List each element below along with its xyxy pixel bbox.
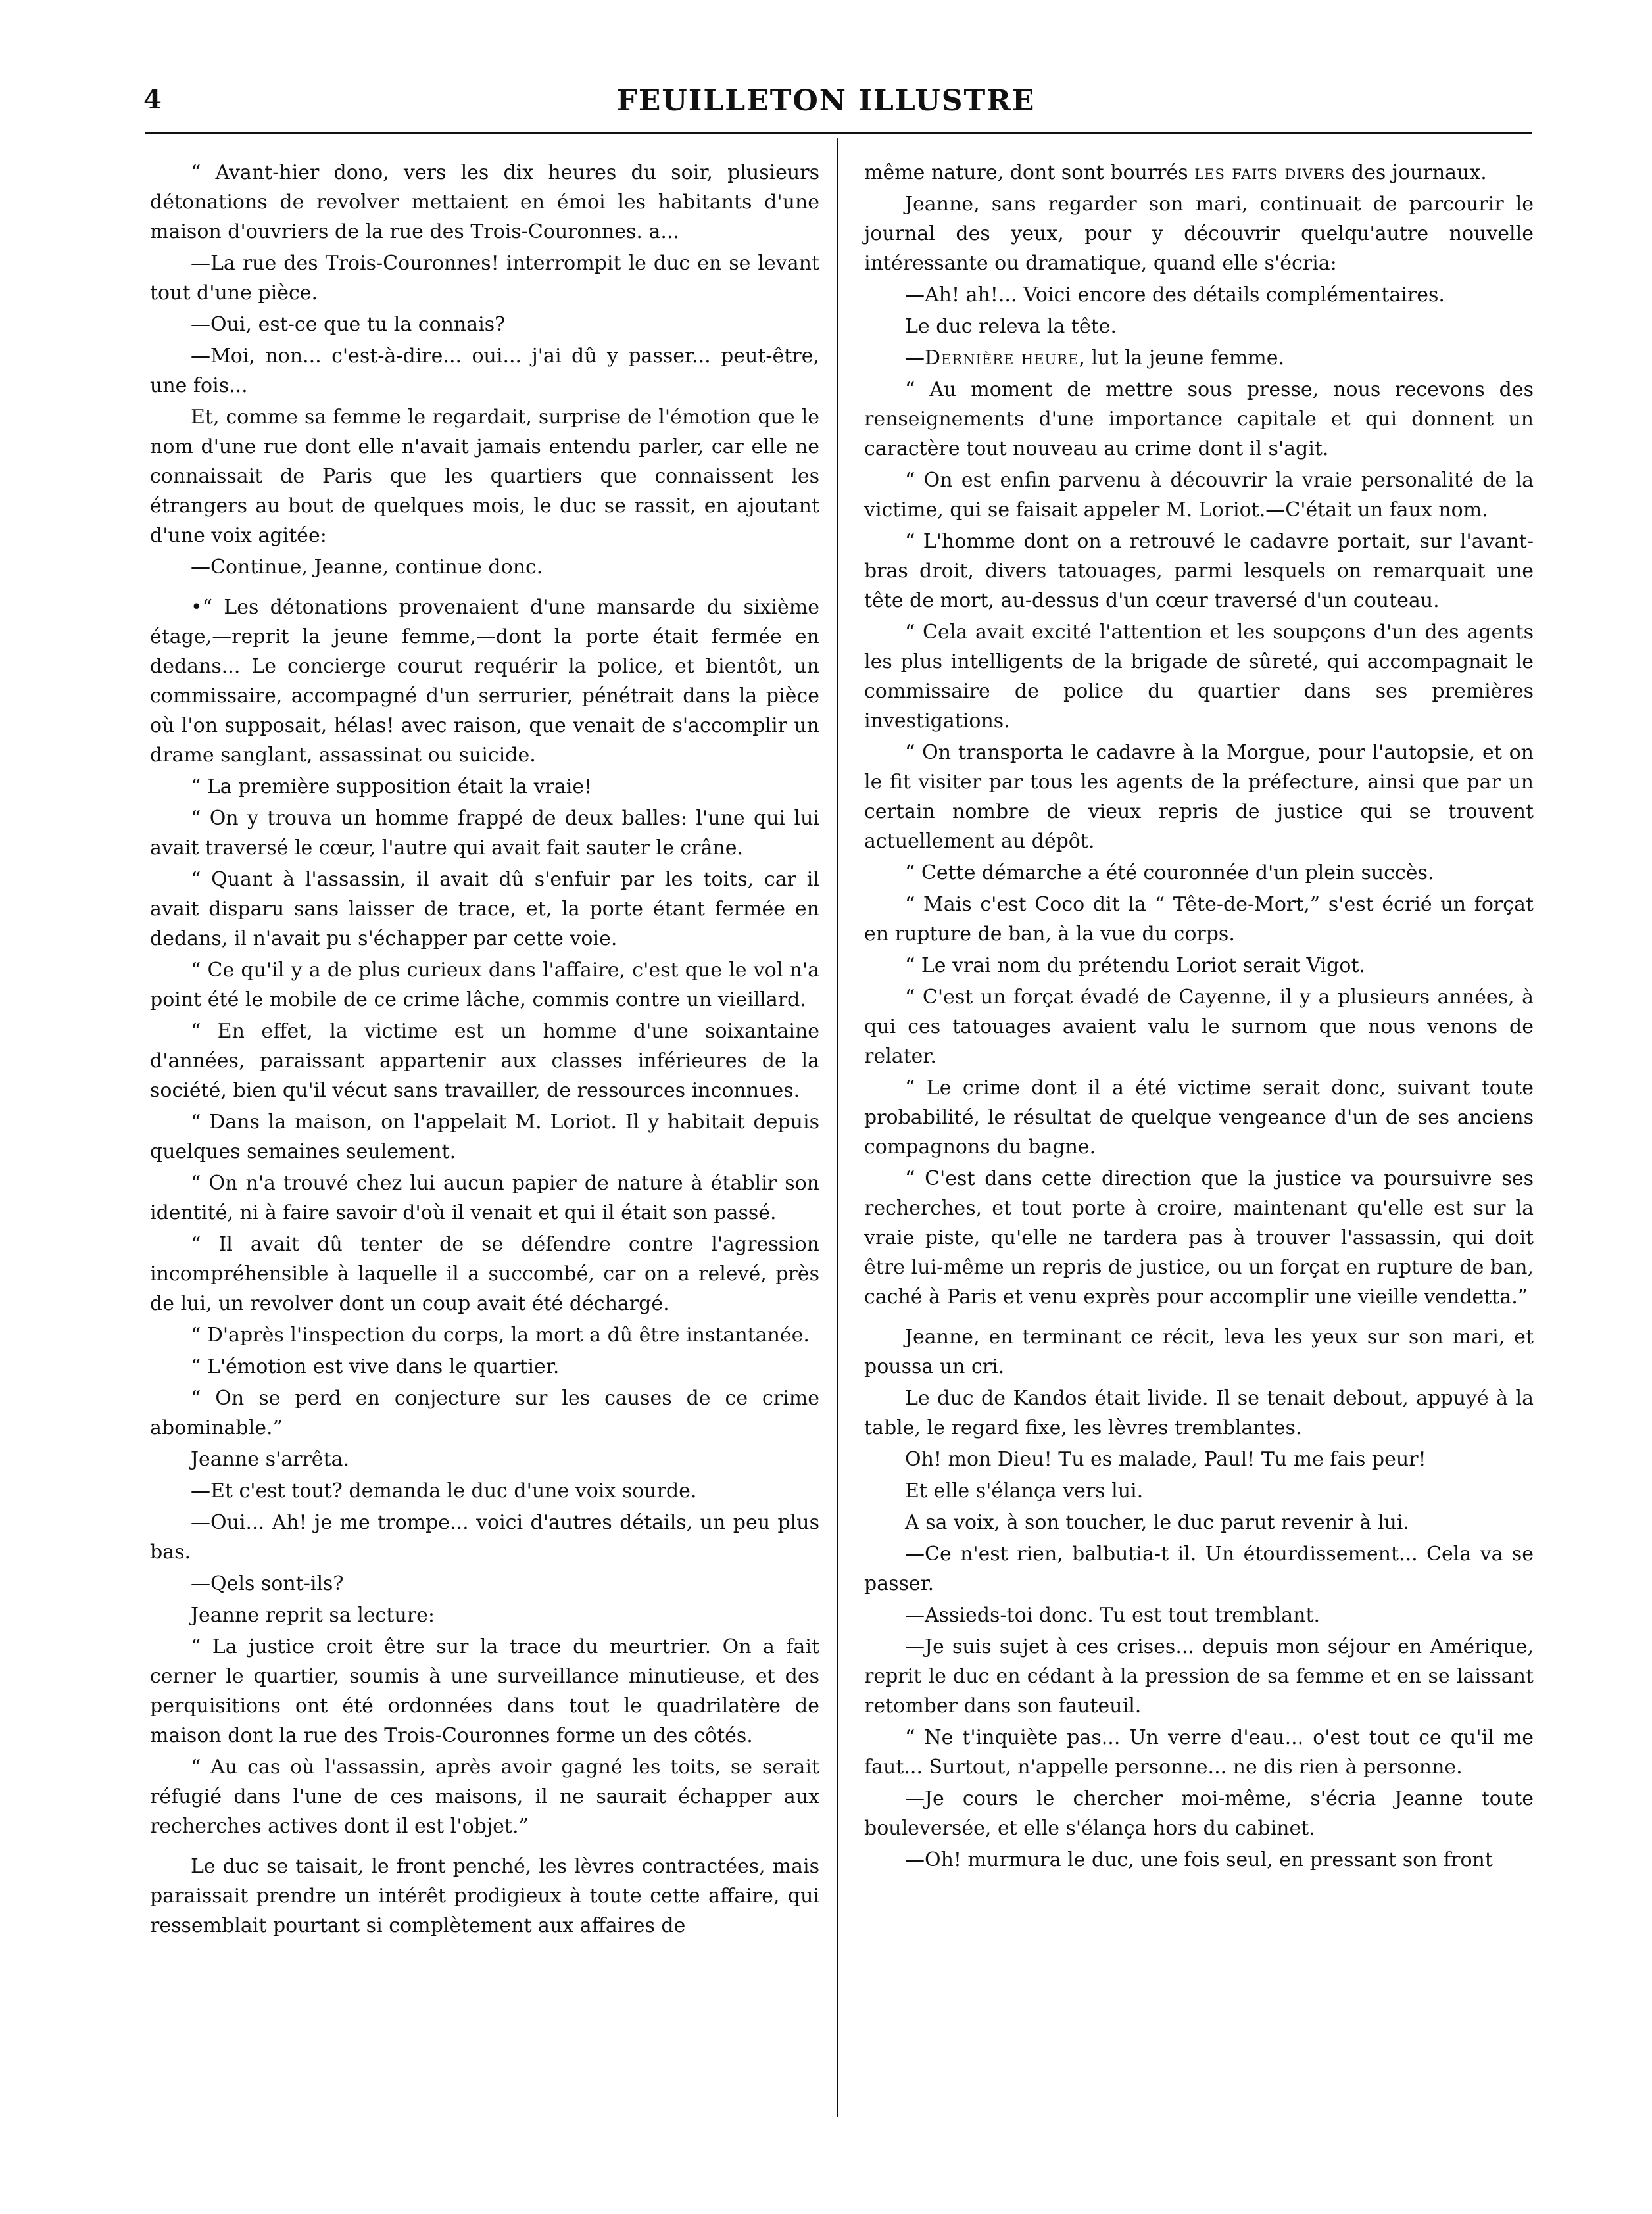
paragraph: “ Au moment de mettre sous presse, nous recevons des renseignements d'une importance capitale et qui donnent un caractère tout nouveau au crime dont il s'agit. xyxy=(864,378,1534,460)
paragraph: “ On se perd en conjecture sur les causes de ce crime abominable.” xyxy=(150,1387,819,1439)
paragraph: Le duc releva la tête. xyxy=(905,315,1117,338)
paragraph: “ Au cas où l'assassin, après avoir gagné les toits, se serait réfugié dans l'une de ces maisons, il ne saurait échapper aux recherches actives dont il est l'objet.” xyxy=(150,1756,819,1838)
paragraph: “ Il avait dû tenter de se défendre contre l'agression incompréhensible à laquelle il a succombé, car on a relevé, près de lui, un revolver dont un coup avait été déchargé. xyxy=(150,1233,819,1315)
paragraph: —Ah! ah!... Voici encore des détails complémentaires. xyxy=(905,283,1445,306)
text-run: — xyxy=(905,347,925,370)
paragraph: Et elle s'élança vers lui. xyxy=(905,1480,1144,1503)
paragraph: “ On transporta le cadavre à la Morgue, pour l'autopsie, et on le fit visiter par tous les agents de la préfecture, ainsi que par un certain nombre de vieux repris de justice qui se trouvent actuellement au dépôt. xyxy=(864,741,1534,853)
paragraph: Le duc se taisait, le front penché, les lèvres contractées, mais paraissait prendre un intérêt prodigieux à toute cette affaire, qui ressemblait pourtant si complètement aux affaires de xyxy=(150,1855,819,1937)
paragraph: “ Le crime dont il a été victime serait donc, suivant toute probabilité, le résultat de quelque vengeance d'un de ses anciens compagnons du bagne. xyxy=(864,1076,1534,1159)
paragraph: —Moi, non... c'est-à-dire... oui... j'ai dû y passer... peut-être, une fois... xyxy=(150,345,819,397)
paragraph: Oh! mon Dieu! Tu es malade, Paul! Tu me fais peur! xyxy=(905,1448,1426,1471)
paragraph: “ La première supposition était la vraie! xyxy=(191,775,593,798)
paragraph: “ L'émotion est vive dans le quartier. xyxy=(191,1355,560,1378)
paragraph: Le duc de Kandos était livide. Il se tenait debout, appuyé à la table, le regard fixe, les lèvres tremblantes. xyxy=(864,1387,1534,1439)
text-run: des journaux. xyxy=(1345,161,1487,184)
paragraph: —Oui, est-ce que tu la connais? xyxy=(191,313,506,336)
paragraph: —Et c'est tout? demanda le duc d'une voix sourde. xyxy=(191,1480,697,1503)
paragraph: A sa voix, à son toucher, le duc parut revenir à lui. xyxy=(905,1511,1409,1534)
column-rule xyxy=(837,138,838,2117)
paragraph: —Oui... Ah! je me trompe... voici d'autres détails, un peu plus bas. xyxy=(150,1511,819,1564)
text-run: , lut la jeune femme. xyxy=(1079,347,1284,370)
paragraph: “ Ne t'inquiète pas... Un verre d'eau... o'est tout ce qu'il me faut... Surtout, n'appelle personne... ne dis rien à personne. xyxy=(864,1726,1534,1779)
paragraph: —Oh! murmura le duc, une fois seul, en pressant son front xyxy=(905,1848,1493,1871)
text-run: même nature, dont sont bourrés xyxy=(864,161,1195,184)
paragraph: •“ Les détonations provenaient d'une mansarde du sixième étage,—reprit la jeune femme,—dont la porte était fermée en dedans... Le concierge courut requérir la police, et bientôt, un commissaire, accompagné d'un serrurier, pénétrait dans la pièce où l'on supposait, hélas! avec raison, que venait de s'accomplir un drame sanglant, assassinat ou suicide. xyxy=(150,596,819,767)
left-column xyxy=(150,158,819,1942)
paragraph: Et, comme sa femme le regardait, surprise de l'émotion que le nom d'une rue dont elle n'avait jamais entendu parler, car elle ne connaissait de Paris que les quartiers que connaissent les étrangers au bout de quelques mois, le duc se rassit, en ajoutant d'une voix agitée: xyxy=(150,406,819,547)
paragraph: “ Mais c'est Coco dit la “ Tête-de-Mort,” s'est écrié un forçat en rupture de ban, à la vue du corps. xyxy=(864,893,1534,946)
paragraph xyxy=(864,343,1534,373)
paragraph: “ Cela avait excité l'attention et les soupçons d'un des agents les plus intelligents de la brigade de sûreté, qui accompagnait le commissaire de police du quartier dans ses premières investigations. xyxy=(864,621,1534,733)
paragraph: “ Le vrai nom du prétendu Loriot serait Vigot. xyxy=(905,954,1366,977)
paragraph: —Je cours le chercher moi-même, s'écria Jeanne toute bouleversée, et elle s'élança hors du cabinet. xyxy=(864,1787,1534,1840)
paragraph: Jeanne, en terminant ce récit, leva les yeux sur son mari, et poussa un cri. xyxy=(864,1326,1534,1378)
paragraph: —Ce n'est rien, balbutia-t il. Un étourdissement... Cela va se passer. xyxy=(864,1543,1534,1595)
paragraph: “ C'est un forçat évadé de Cayenne, il y a plusieurs années, à qui ces tatouages avaient valu le surnom que nous venons de relater. xyxy=(864,986,1534,1068)
paragraph: “ Dans la maison, on l'appelait M. Loriot. Il y habitait depuis quelques semaines seulement. xyxy=(150,1111,819,1163)
paragraph: “ D'après l'inspection du corps, la mort a dû être instantanée. xyxy=(191,1324,810,1347)
paragraph: —La rue des Trois-Couronnes! interrompit le duc en se levant tout d'une pièce. xyxy=(150,252,819,304)
paragraph: —Assieds-toi donc. Tu est tout tremblant. xyxy=(905,1604,1321,1627)
running-head-title: FEUILLETON ILLUSTRE xyxy=(616,84,1036,118)
paragraph: “ On y trouva un homme frappé de deux balles: l'une qui lui avait traversé le cœur, l'autre qui avait fait sauter le crâne. xyxy=(150,807,819,859)
paragraph: Jeanne reprit sa lecture: xyxy=(191,1604,435,1627)
paragraph: “ Avant-hier dono, vers les dix heures du soir, plusieurs détonations de revolver mettaient en émoi les habitants d'une maison d'ouvriers de la rue des Trois-Couronnes. a... xyxy=(150,161,819,243)
paragraph: —Je suis sujet à ces crises... depuis mon séjour en Amérique, reprit le duc en cédant à la pression de sa femme et en se laissant retomber dans son fauteuil. xyxy=(864,1635,1534,1718)
small-caps-run: Dernière heure xyxy=(925,347,1079,370)
paragraph: “ On est enfin parvenu à découvrir la vraie personalité de la victime, qui se faisait appeler M. Loriot.—C'était un faux nom. xyxy=(864,469,1534,521)
paragraph xyxy=(864,158,1534,187)
header-rule xyxy=(145,132,1532,134)
small-caps-run: les faits divers xyxy=(1194,161,1346,184)
paragraph: “ L'homme dont on a retrouvé le cadavre portait, sur l'avant-bras droit, divers tatouages, parmi lesquels on remarquait une tête de mort, au-dessus d'un cœur traversé d'un couteau. xyxy=(864,530,1534,612)
paragraph: “ Quant à l'assassin, il avait dû s'enfuir par les toits, car il avait disparu sans laisser de trace, et, la porte étant fermée en dedans, il n'avait pu s'échapper par cette voie. xyxy=(150,868,819,950)
paragraph: Jeanne, sans regarder son mari, continuait de parcourir le journal des yeux, pour y découvrir quelqu'autre nouvelle intéressante ou dramatique, quand elle s'écria: xyxy=(864,193,1534,275)
paragraph: “ En effet, la victime est un homme d'une soixantaine d'années, paraissant appartenir aux classes inférieures de la société, bien qu'il vécut sans travailler, de ressources inconnues. xyxy=(150,1020,819,1102)
paragraph: —Qels sont-ils? xyxy=(191,1572,344,1595)
paragraph: “ Cette démarche a été couronnée d'un plein succès. xyxy=(905,861,1434,884)
paragraph: “ On n'a trouvé chez lui aucun papier de nature à établir son identité, ni à faire savoir d'où il venait et qui il était son passé. xyxy=(150,1172,819,1224)
paragraph: —Continue, Jeanne, continue donc. xyxy=(191,556,543,579)
paragraph: “ La justice croit être sur la trace du meurtrier. On a fait cerner le quartier, soumis à une surveillance minutieuse, et des perquisitions ont été ordonnées dans tout le quadrilatère de maison dont la rue des Trois-Couronnes forme un des côtés. xyxy=(150,1635,819,1747)
right-column xyxy=(864,158,1534,1877)
paragraph: “ Ce qu'il y a de plus curieux dans l'affaire, c'est que le vol n'a point été le mobile de ce crime lâche, commis contre un vieillard. xyxy=(150,959,819,1011)
paragraph: Jeanne s'arrêta. xyxy=(191,1448,350,1471)
paragraph: “ C'est dans cette direction que la justice va poursuivre ses recherches, et tout porte à croire, maintenant qu'elle est sur la vraie piste, qu'elle ne tardera pas à trouver l'assassin, qui doit être lui-même un repris de justice, ou un forçat en rupture de ban, caché à Paris et venu exprès pour accomplir une vieille vendetta.” xyxy=(864,1167,1534,1309)
page-number: 4 xyxy=(143,84,162,115)
